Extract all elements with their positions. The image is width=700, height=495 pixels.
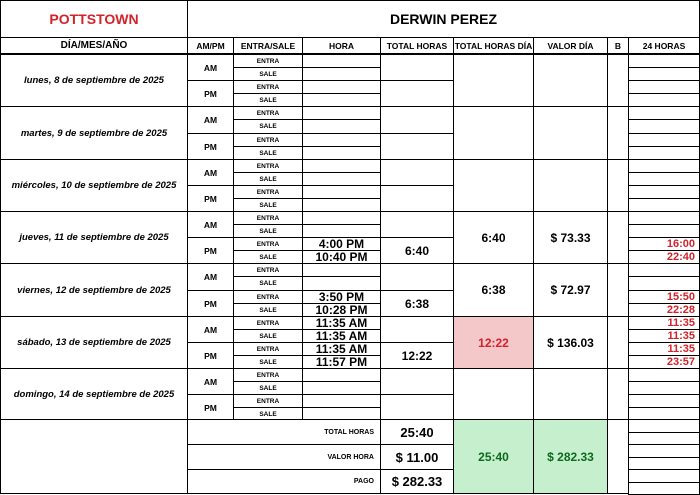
col-24-horas: 24 HORAS	[628, 37, 700, 54]
b-cell	[607, 316, 629, 369]
time-24h-cell	[628, 80, 700, 94]
pm-label: PM	[187, 185, 234, 212]
time-24h-cell	[628, 106, 700, 120]
pm-total-hours: 6:38	[380, 290, 454, 317]
entry-exit-entra: ENTRA	[233, 106, 303, 120]
entry-exit-sale: SALE	[233, 198, 303, 212]
time-cell	[302, 263, 381, 277]
pm-total-hours	[380, 133, 454, 160]
col-ampm: AM/PM	[187, 37, 234, 54]
time-cell	[302, 276, 381, 291]
time-24h-cell: 11:35	[628, 342, 700, 356]
entry-exit-sale: SALE	[233, 172, 303, 186]
am-label: AM	[187, 106, 234, 134]
col-total-horas-dia: TOTAL HORAS DÍA	[453, 37, 534, 54]
pago-value: $ 282.33	[380, 469, 454, 494]
entry-exit-entra: ENTRA	[233, 368, 303, 382]
entry-exit-entra: ENTRA	[233, 54, 303, 68]
col-date: DÍA/MES/AÑO	[0, 37, 188, 54]
b-cell	[607, 159, 629, 212]
day-value: $ 136.03	[533, 316, 608, 369]
b-cell	[607, 106, 629, 160]
day-date: martes, 9 de septiembre de 2025	[0, 106, 188, 160]
summary-blank	[0, 419, 188, 494]
time-24h-cell	[628, 54, 700, 68]
am-total-hours	[380, 159, 454, 186]
time-cell	[302, 67, 381, 81]
b-cell	[607, 211, 629, 264]
time-cell: 11:35 AM	[302, 329, 381, 343]
col-valor-dia: VALOR DÍA	[533, 37, 608, 54]
pm-label: PM	[187, 394, 234, 421]
day-total-hours	[453, 159, 534, 212]
am-total-hours	[380, 263, 454, 291]
time-24h-cell: 11:35	[628, 316, 700, 330]
total-horas-value: 25:40	[380, 419, 454, 445]
week-total-value: $ 282.33	[533, 419, 608, 494]
pm-label: PM	[187, 342, 234, 369]
am-label: AM	[187, 159, 234, 186]
col-b: B	[607, 37, 629, 54]
summary-b	[607, 419, 629, 494]
col-hora: HORA	[302, 37, 381, 54]
entry-exit-sale: SALE	[233, 329, 303, 343]
day-date: viernes, 12 de septiembre de 2025	[0, 263, 188, 317]
time-cell	[302, 172, 381, 186]
time-24h-cell	[628, 381, 700, 395]
am-label: AM	[187, 316, 234, 343]
entry-exit-entra: ENTRA	[233, 290, 303, 304]
time-cell	[302, 93, 381, 107]
time-cell: 11:57 PM	[302, 355, 381, 369]
entry-exit-sale: SALE	[233, 407, 303, 421]
b-cell	[607, 54, 629, 107]
am-total-hours	[380, 54, 454, 81]
time-cell	[302, 368, 381, 382]
valor-hora-label: VALOR HORA	[187, 444, 381, 470]
entry-exit-sale: SALE	[233, 381, 303, 395]
day-date: lunes, 8 de septiembre de 2025	[0, 54, 188, 107]
time-cell: 11:35 AM	[302, 342, 381, 356]
pm-total-hours	[380, 185, 454, 212]
day-value	[533, 159, 608, 212]
time-cell	[302, 133, 381, 147]
day-total-hours	[453, 106, 534, 160]
pm-label: PM	[187, 290, 234, 317]
day-value: $ 72.97	[533, 263, 608, 317]
summary-24h-row	[628, 419, 700, 433]
am-label: AM	[187, 263, 234, 291]
b-cell	[607, 263, 629, 317]
time-cell	[302, 394, 381, 408]
time-cell	[302, 224, 381, 238]
time-24h-cell	[628, 146, 700, 160]
time-24h-cell: 22:28	[628, 303, 700, 317]
day-value	[533, 54, 608, 107]
total-horas-label: TOTAL HORAS	[187, 419, 381, 445]
entry-exit-entra: ENTRA	[233, 316, 303, 330]
week-total-hours: 25:40	[453, 419, 534, 494]
entry-exit-sale: SALE	[233, 146, 303, 160]
entry-exit-sale: SALE	[233, 67, 303, 81]
entry-exit-sale: SALE	[233, 119, 303, 134]
time-24h-cell	[628, 198, 700, 212]
summary-24h-row	[628, 469, 700, 483]
am-total-hours	[380, 316, 454, 343]
am-total-hours	[380, 368, 454, 395]
time-24h-cell	[628, 368, 700, 382]
time-cell: 10:28 PM	[302, 303, 381, 317]
entry-exit-entra: ENTRA	[233, 133, 303, 147]
time-24h-cell: 11:35	[628, 329, 700, 343]
time-cell: 4:00 PM	[302, 237, 381, 251]
am-label: AM	[187, 54, 234, 81]
entry-exit-sale: SALE	[233, 355, 303, 369]
day-date: sábado, 13 de septiembre de 2025	[0, 316, 188, 369]
entry-exit-entra: ENTRA	[233, 211, 303, 225]
time-cell	[302, 119, 381, 134]
entry-exit-sale: SALE	[233, 303, 303, 317]
am-total-hours	[380, 106, 454, 134]
time-cell	[302, 80, 381, 94]
time-cell	[302, 211, 381, 225]
time-24h-cell	[628, 224, 700, 238]
employee-name: DERWIN PEREZ	[187, 0, 700, 38]
time-cell: 11:35 AM	[302, 316, 381, 330]
day-date: domingo, 14 de septiembre de 2025	[0, 368, 188, 421]
entry-exit-entra: ENTRA	[233, 342, 303, 356]
time-cell	[302, 185, 381, 199]
time-24h-cell: 22:40	[628, 250, 700, 264]
time-24h-cell	[628, 276, 700, 291]
day-value	[533, 106, 608, 160]
day-total-hours: 6:38	[453, 263, 534, 317]
entry-exit-entra: ENTRA	[233, 80, 303, 94]
am-total-hours	[380, 211, 454, 238]
day-date: jueves, 11 de septiembre de 2025	[0, 211, 188, 264]
day-value: $ 73.33	[533, 211, 608, 264]
day-date: miércoles, 10 de septiembre de 2025	[0, 159, 188, 212]
pm-total-hours: 6:40	[380, 237, 454, 264]
summary-24h-row	[628, 482, 700, 495]
col-entry-exit: ENTRA/SALE	[233, 37, 303, 54]
valor-hora-value: $ 11.00	[380, 444, 454, 470]
time-cell	[302, 198, 381, 212]
entry-exit-entra: ENTRA	[233, 185, 303, 199]
entry-exit-sale: SALE	[233, 250, 303, 264]
time-24h-cell: 16:00	[628, 237, 700, 251]
am-label: AM	[187, 211, 234, 238]
time-24h-cell	[628, 133, 700, 147]
time-24h-cell: 23:57	[628, 355, 700, 369]
time-24h-cell	[628, 119, 700, 134]
pm-total-hours: 12:22	[380, 342, 454, 369]
pm-total-hours	[380, 394, 454, 421]
day-total-hours: 6:40	[453, 211, 534, 264]
pm-label: PM	[187, 80, 234, 107]
col-total-horas: TOTAL HORAS	[380, 37, 454, 54]
entry-exit-entra: ENTRA	[233, 394, 303, 408]
time-24h-cell	[628, 159, 700, 173]
time-24h-cell	[628, 211, 700, 225]
entry-exit-sale: SALE	[233, 276, 303, 291]
day-total-hours	[453, 54, 534, 107]
time-cell: 10:40 PM	[302, 250, 381, 264]
time-24h-cell	[628, 93, 700, 107]
pago-label: PAGO	[187, 469, 381, 494]
time-24h-cell: 15:50	[628, 290, 700, 304]
pm-total-hours	[380, 80, 454, 107]
time-cell	[302, 54, 381, 68]
time-24h-cell	[628, 394, 700, 408]
entry-exit-entra: ENTRA	[233, 159, 303, 173]
time-cell: 3:50 PM	[302, 290, 381, 304]
b-cell	[607, 368, 629, 421]
entry-exit-entra: ENTRA	[233, 263, 303, 277]
day-total-hours: 12:22	[453, 316, 534, 369]
time-24h-cell	[628, 67, 700, 81]
time-cell	[302, 381, 381, 395]
time-cell	[302, 106, 381, 120]
pm-label: PM	[187, 237, 234, 264]
location-title: POTTSTOWN	[0, 0, 188, 38]
day-total-hours	[453, 368, 534, 421]
entry-exit-entra: ENTRA	[233, 237, 303, 251]
time-24h-cell	[628, 172, 700, 186]
summary-24h-row	[628, 444, 700, 458]
pm-label: PM	[187, 133, 234, 160]
time-cell	[302, 159, 381, 173]
entry-exit-sale: SALE	[233, 93, 303, 107]
day-value	[533, 368, 608, 421]
time-cell	[302, 146, 381, 160]
am-label: AM	[187, 368, 234, 395]
time-24h-cell	[628, 185, 700, 199]
time-24h-cell	[628, 263, 700, 277]
entry-exit-sale: SALE	[233, 224, 303, 238]
